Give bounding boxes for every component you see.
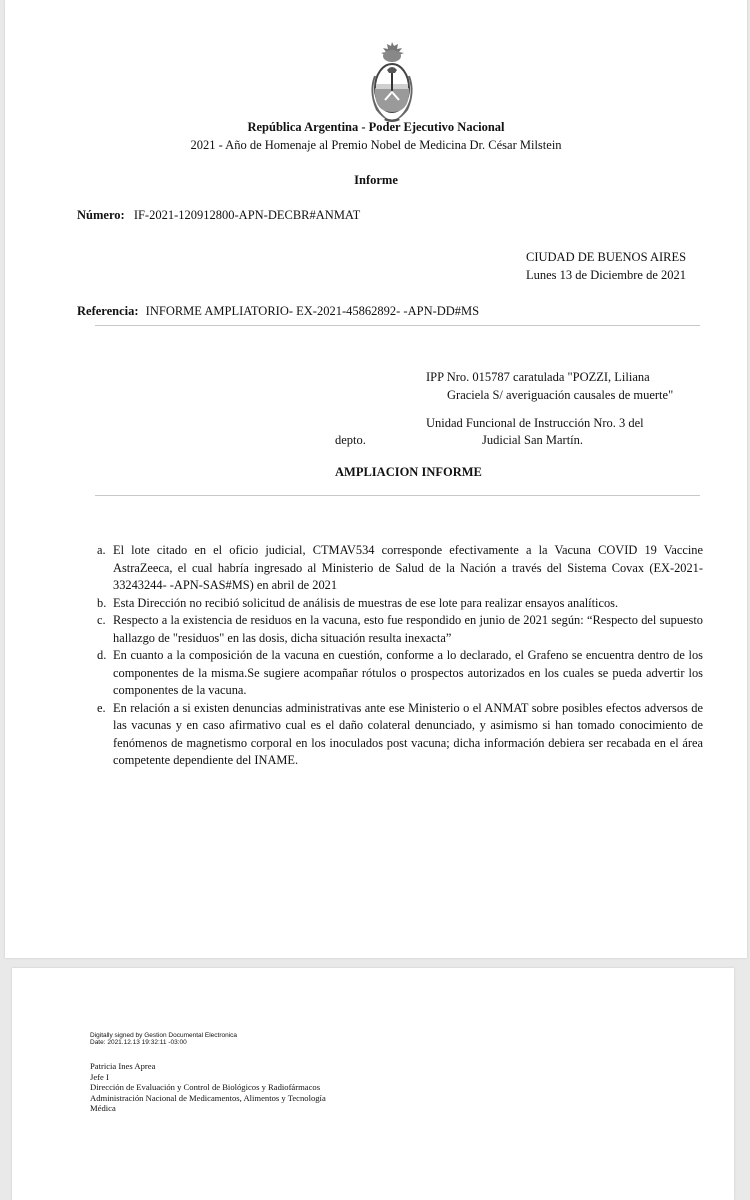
item-text: El lote citado en el oficio judicial, CTMAV534 corresponde efectivamente a la Vacuna COVID 19 Vaccine AstraZeeca, el cual habría ingresado al Ministerio de Salud de la Nación a través del Sistema Covax (EX-2021-33243244- -APN-SAS#MS) en abril de 2021 — [113, 543, 703, 592]
divider — [95, 495, 700, 496]
city: CIUDAD DE BUENOS AIRES — [526, 250, 687, 264]
digital-signature-date: Date: 2021.12.13 19:32:11 -03:00 — [90, 1039, 187, 1046]
referencia-value: INFORME AMPLIATORIO- EX-2021-45862892- -APN-DD#MS — [145, 304, 480, 318]
list-item — [97, 647, 703, 700]
list-item — [97, 612, 703, 647]
divider — [95, 325, 700, 326]
signer-org-line-2: Médica — [90, 1103, 116, 1113]
referencia-label: Referencia: — [77, 304, 139, 318]
signer-dept: Dirección de Evaluación y Control de Biológicos y Radiofármacos — [90, 1082, 321, 1092]
item-text: Respecto a la existencia de residuos en la vacuna, esto fue respondido en junio de 2021 según: “Respecto del supuesto hallazgo de "residuos" en las dosis, dicha situación resulta inexacta” — [113, 613, 703, 645]
item-text: Esta Dirección no recibió solicitud de análisis de muestras de ese lote para realizar ensayos analíticos. — [113, 595, 619, 610]
digital-signature-stamp — [90, 1032, 237, 1046]
signer-org-line-1: Administración Nacional de Medicamentos, Alimentos y Tecnología — [90, 1092, 326, 1103]
national-coat-of-arms-icon — [366, 40, 418, 124]
numero-row — [77, 208, 360, 223]
numero-label: Número: — [77, 208, 125, 222]
list-item — [97, 542, 703, 595]
item-marker: d. — [97, 648, 107, 662]
document-page-2 — [12, 968, 734, 1200]
item-text: En cuanto a la composición de la vacuna en cuestión, conforme a lo declarado, el Grafeno se encuentra dentro de los componentes de la misma.Se sugiere acompañar rótulos o prospectos autorizados en los cuales se pueda advertir los componentes de la vacuna. — [113, 648, 703, 697]
digital-signature-line-1: Digitally signed by Gestion Documental Electronica — [90, 1032, 238, 1039]
section-title: AMPLIACION INFORME — [335, 465, 482, 479]
referencia-row — [77, 304, 479, 319]
ufi-line-2a: depto. — [335, 433, 366, 447]
document-page-1 — [5, 0, 747, 958]
ipp-line-1: IPP Nro. 015787 caratulada "POZZI, Liliana — [426, 370, 650, 384]
numero-value: IF-2021-120912800-APN-DECBR#ANMAT — [133, 208, 361, 222]
list-item — [97, 700, 703, 770]
item-marker: c. — [97, 613, 106, 627]
item-marker: a. — [97, 543, 106, 557]
item-text: En relación a si existen denuncias administrativas ante ese Ministerio o el ANMAT sobre posibles efectos adversos de las vacunas y en caso afirmativo cual es el daño colateral denunciado, y asimismo si han tomado conocimiento de fenómenos de magnetismo corporal en los inoculados post vacuna; dicha información debiera ser recabada en el área competente dependiente del INAME. — [113, 700, 703, 767]
ufi-line-2b: Judicial San Martín. — [482, 433, 584, 447]
addressee-ipp — [426, 368, 716, 404]
ipp-line-2: Graciela S/ averiguación causales de muerte" — [447, 388, 674, 402]
signer-block — [90, 1061, 326, 1114]
item-marker: e. — [97, 700, 106, 715]
place-date — [526, 248, 686, 284]
header-line-2: 2021 - Año de Homenaje al Premio Nobel de Medicina Dr. César Milstein — [190, 138, 562, 152]
header-line-1: República Argentina - Poder Ejecutivo Nacional — [247, 120, 505, 134]
ufi-line-1: Unidad Funcional de Instrucción Nro. 3 del — [426, 416, 644, 430]
document-type: Informe — [354, 173, 398, 187]
list-item — [97, 595, 703, 613]
date: Lunes 13 de Diciembre de 2021 — [526, 268, 687, 282]
item-marker: b. — [97, 595, 107, 610]
items-list — [97, 542, 703, 770]
signer-name: Patricia Ines Aprea — [90, 1061, 156, 1071]
signer-role: Jefe I — [90, 1071, 109, 1082]
